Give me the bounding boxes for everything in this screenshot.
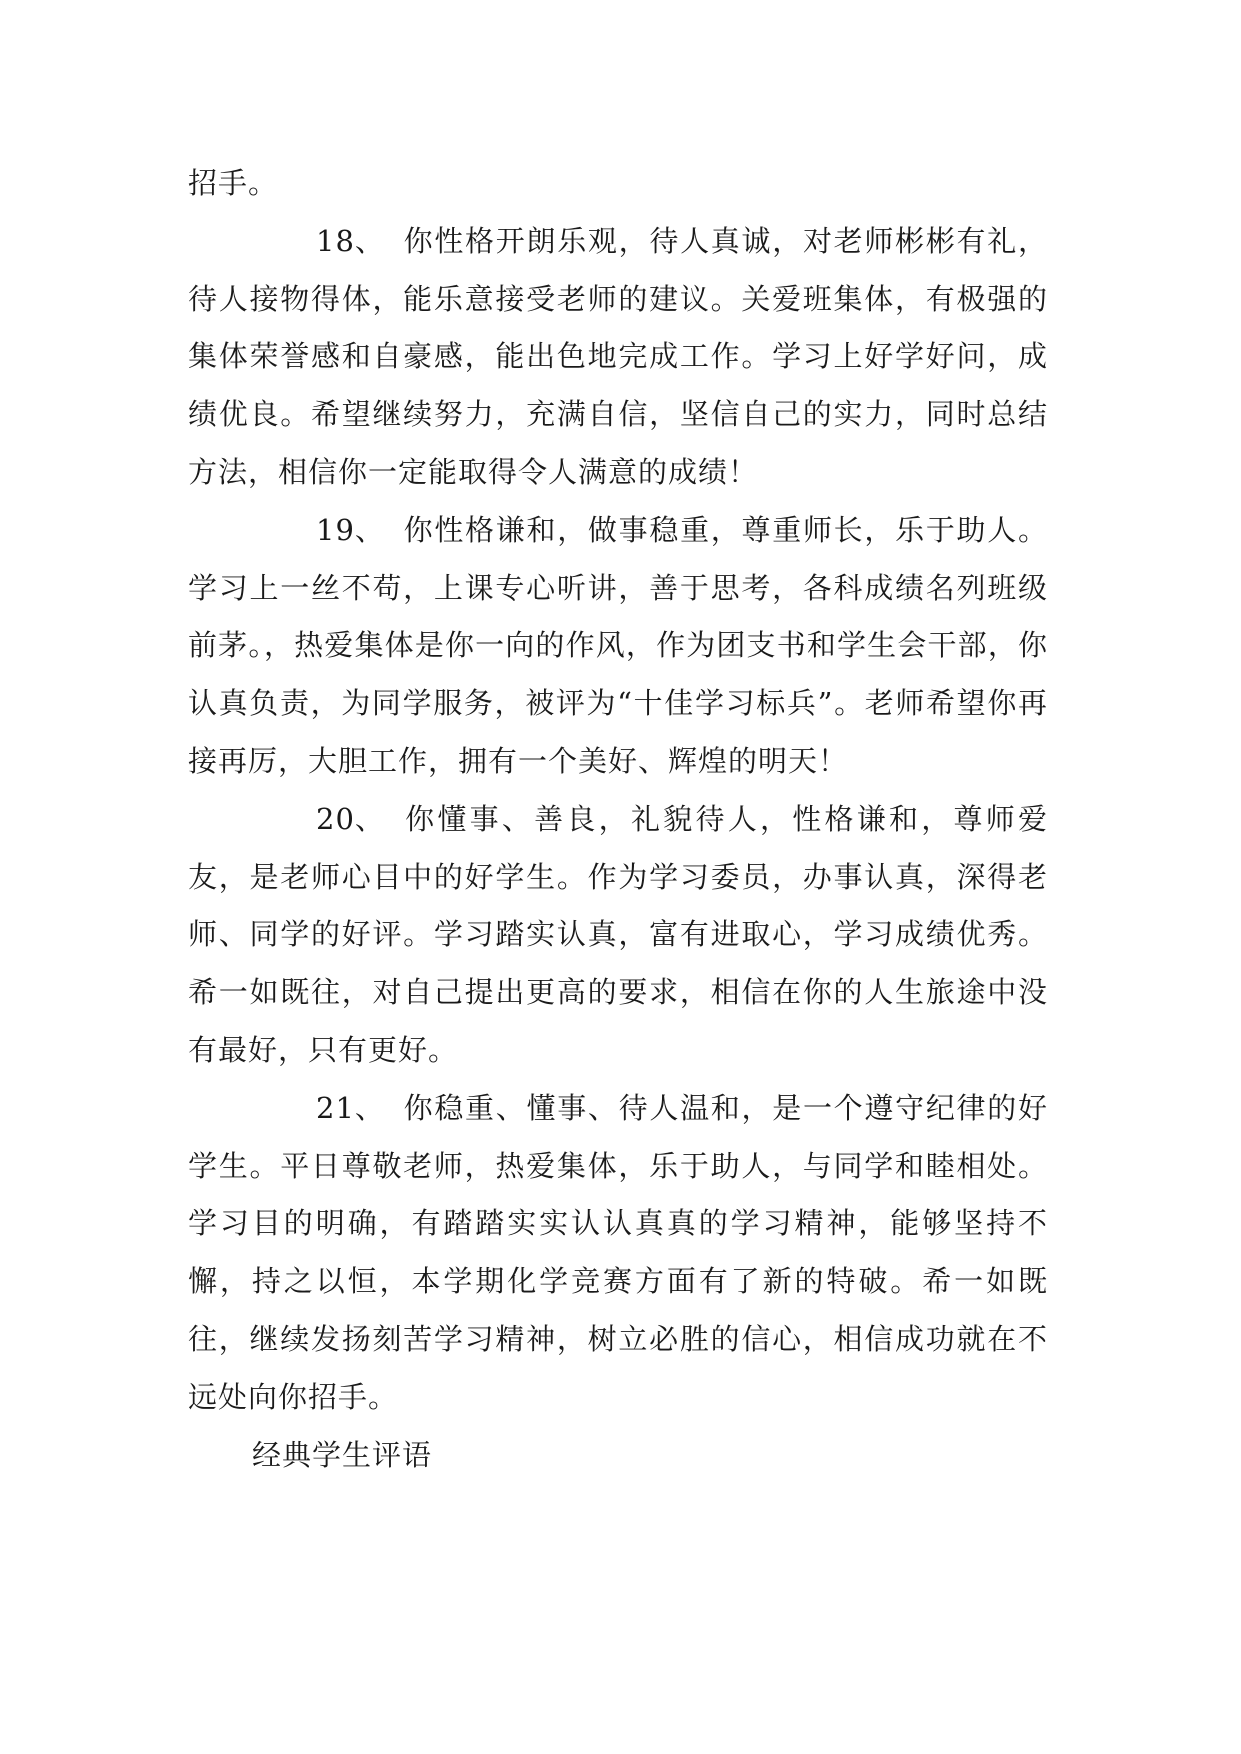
paragraph-text: 招手。 xyxy=(188,166,279,200)
section-heading xyxy=(188,1427,1048,1485)
heading-text: 经典学生评语 xyxy=(252,1437,433,1472)
paragraph-continuation xyxy=(188,155,1048,213)
document-body xyxy=(188,155,1048,1484)
comment-paragraph-19 xyxy=(188,502,1048,791)
paragraph-number: 18、 xyxy=(316,223,385,258)
comment-paragraph-18 xyxy=(188,213,1048,502)
paragraph-text: 你性格开朗乐观，待人真诚，对老师彬彬有礼，待人接物得体，能乐意接受老师的建议。关爱班集体，有极强的集体荣誉感和自豪感，能出色地完成工作。学习上好学好问，成绩优良。希望继续努力，充满自信，坚信自己的实力，同时总结方法，相信你一定能取得令人满意的成绩！ xyxy=(188,223,1048,489)
paragraph-text: 你稳重、懂事、待人温和，是一个遵守纪律的好学生。平日尊敬老师，热爱集体，乐于助人，与同学和睦相处。学习目的明确，有踏踏实实认认真真的学习精神，能够坚持不懈，持之以恒，本学期化学竞赛方面有了新的特破。希一如既往，继续发扬刻苦学习精神，树立必胜的信心，相信成功就在不远处向你招手。 xyxy=(188,1090,1048,1414)
paragraph-text: 你懂事、善良，礼貌待人，性格谦和，尊师爱友，是老师心目中的好学生。作为学习委员，办事认真，深得老师、同学的好评。学习踏实认真，富有进取心，学习成绩优秀。希一如既往，对自己提出更高的要求，相信在你的人生旅途中没有最好，只有更好。 xyxy=(188,801,1048,1067)
paragraph-number: 19、 xyxy=(316,512,385,547)
paragraph-number: 21、 xyxy=(316,1090,385,1125)
comment-paragraph-20 xyxy=(188,791,1048,1080)
paragraph-text: 你性格谦和，做事稳重，尊重师长，乐于助人。学习上一丝不苟，上课专心听讲，善于思考，各科成绩名列班级前茅。，热爱集体是你一向的作风，作为团支书和学生会干部，你认真负责，为同学服务，被评为“十佳学习标兵”。老师希望你再接再厉，大胆工作，拥有一个美好、辉煌的明天！ xyxy=(188,512,1048,778)
comment-paragraph-21 xyxy=(188,1080,1048,1427)
paragraph-number: 20、 xyxy=(316,801,385,836)
